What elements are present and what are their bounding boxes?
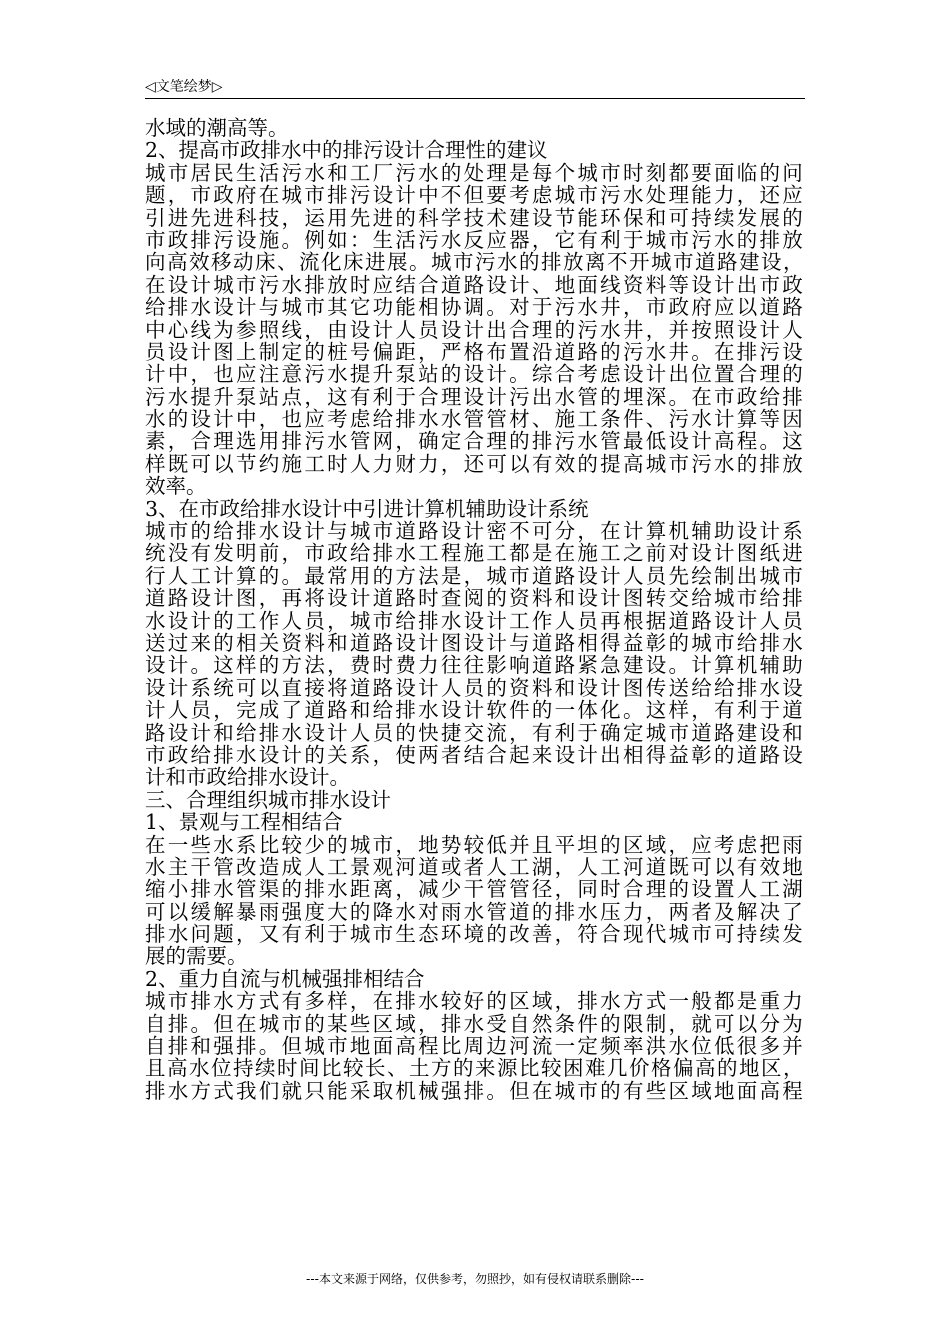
text-line: 在一些水系比较少的城市，地势较低并且平坦的区域，应考虑把雨 <box>145 832 805 857</box>
text-line: 自排。但在城市的某些区域，排水受自然条件的限制，就可以分为 <box>145 1011 805 1036</box>
text-line: 给排水设计与城市其它功能相协调。对于污水井，市政府应以道路 <box>145 295 805 320</box>
text-line: 题，市政府在城市排污设计中不但要考虑城市污水处理能力，还应 <box>145 183 805 208</box>
text-line: 展的需要。 <box>145 944 248 969</box>
text-line: 计人员，完成了道路和给排水设计软件的一体化。这样，有利于道 <box>145 698 805 723</box>
text-line: 市政给排水设计的关系，使两者结合起来设计出相得益彰的道路设 <box>145 742 805 767</box>
text-line: 且高水位持续时间比较长、土方的来源比较困难几价格偏高的地区， <box>145 1056 805 1081</box>
text-line: 统没有发明前，市政给排水工程施工都是在施工之前对设计图纸进 <box>145 541 805 566</box>
body-text <box>145 117 805 1102</box>
text-line: 城市的给排水设计与城市道路设计密不可分，在计算机辅助设计系 <box>145 519 805 544</box>
text-line: 水设计的工作人员，城市给排水设计工作人员再根据道路设计人员 <box>145 608 805 633</box>
text-line: 三、合理组织城市排水设计 <box>145 787 391 812</box>
page-header <box>145 72 805 99</box>
text-line: 3、在市政给排水设计中引进计算机辅助设计系统 <box>145 496 589 521</box>
text-line: 样既可以节约施工时人力财力，还可以有效的提高城市污水的排放 <box>145 451 805 476</box>
text-line: 中心线为参照线，由设计人员设计出合理的污水井，并按照设计人 <box>145 317 805 342</box>
text-line: 自排和强排。但城市地面高程比周边河流一定频率洪水位低很多并 <box>145 1034 805 1059</box>
text-line: 设计。这样的方法，费时费力往往影响道路紧急建设。计算机辅助 <box>145 653 805 678</box>
text-line: 水主干管改造成人工景观河道或者人工湖，人工河道既可以有效地 <box>145 854 805 879</box>
text-line: 引进先进科技，运用先进的科学技术建设节能环保和可持续发展的 <box>145 205 805 230</box>
header-title: ◁文笔绘梦▷ <box>145 79 223 95</box>
text-line: 水域的潮高等。 <box>145 116 289 140</box>
text-line: 计中，也应注意污水提升泵站的设计。综合考虑设计出位置合理的 <box>145 362 805 387</box>
text-line: 市政排污设施。例如：生活污水反应器，它有利于城市污水的排放 <box>145 227 805 252</box>
text-line: 可以缓解暴雨强度大的降水对雨水管道的排水压力，两者及解决了 <box>145 899 805 924</box>
text-line: 2、提高市政排水中的排污设计合理性的建议 <box>145 138 548 163</box>
text-line: 缩小排水管渠的排水距离，减少干管管径，同时合理的设置人工湖 <box>145 877 805 902</box>
text-line: 素，合理选用排污水管网，确定合理的排污水管最低设计高程。这 <box>145 429 805 454</box>
text-line: 设计系统可以直接将道路设计人员的资料和设计图传送给给排水设 <box>145 675 805 700</box>
text-line: 水的设计中，也应考虑给排水水管管材、施工条件、污水计算等因 <box>145 407 805 432</box>
text-line: 在设计城市污水排放时应结合道路设计、地面线资料等设计出市政 <box>145 272 805 297</box>
text-line: 计和市政给排水设计。 <box>145 765 350 790</box>
text-line: 排水问题，又有利于城市生态环境的改善，符合现代城市可持续发 <box>145 922 805 947</box>
text-line: 排水方式我们就只能采取机械强排。但在城市的有些区域地面高程 <box>145 1078 805 1103</box>
text-line: 城市居民生活污水和工厂污水的处理是每个城市时刻都要面临的问 <box>145 160 805 185</box>
text-line: 城市排水方式有多样，在排水较好的区域，排水方式一般都是重力 <box>145 989 805 1014</box>
text-line: 送过来的相关资料和道路设计图设计与道路相得益彰的城市给排水 <box>145 630 805 655</box>
text-line: 效率。 <box>145 474 207 499</box>
footer-notice: ---本文来源于网络，仅供参考，勿照抄，如有侵权请联系删除--- <box>306 1272 644 1286</box>
text-line: 1、景观与工程相结合 <box>145 810 343 835</box>
text-line: 污水提升泵站点，这有利于合理设计污出水管的埋深。在市政给排 <box>145 384 805 409</box>
text-line: 行人工计算的。最常用的方法是，城市道路设计人员先绘制出城市 <box>145 563 805 588</box>
text-line: 道路设计图，再将设计道路时查阅的资料和设计图转交给城市给排 <box>145 586 805 611</box>
text-line: 向高效移动床、流化床进展。城市污水的排放离不开城市道路建设， <box>145 250 805 275</box>
text-line: 路设计和给排水设计人员的快捷交流，有利于确定城市道路建设和 <box>145 720 805 745</box>
text-line: 2、重力自流与机械强排相结合 <box>145 966 425 991</box>
text-line: 员设计图上制定的桩号偏距，严格布置沿道路的污水井。在排污设 <box>145 339 805 364</box>
